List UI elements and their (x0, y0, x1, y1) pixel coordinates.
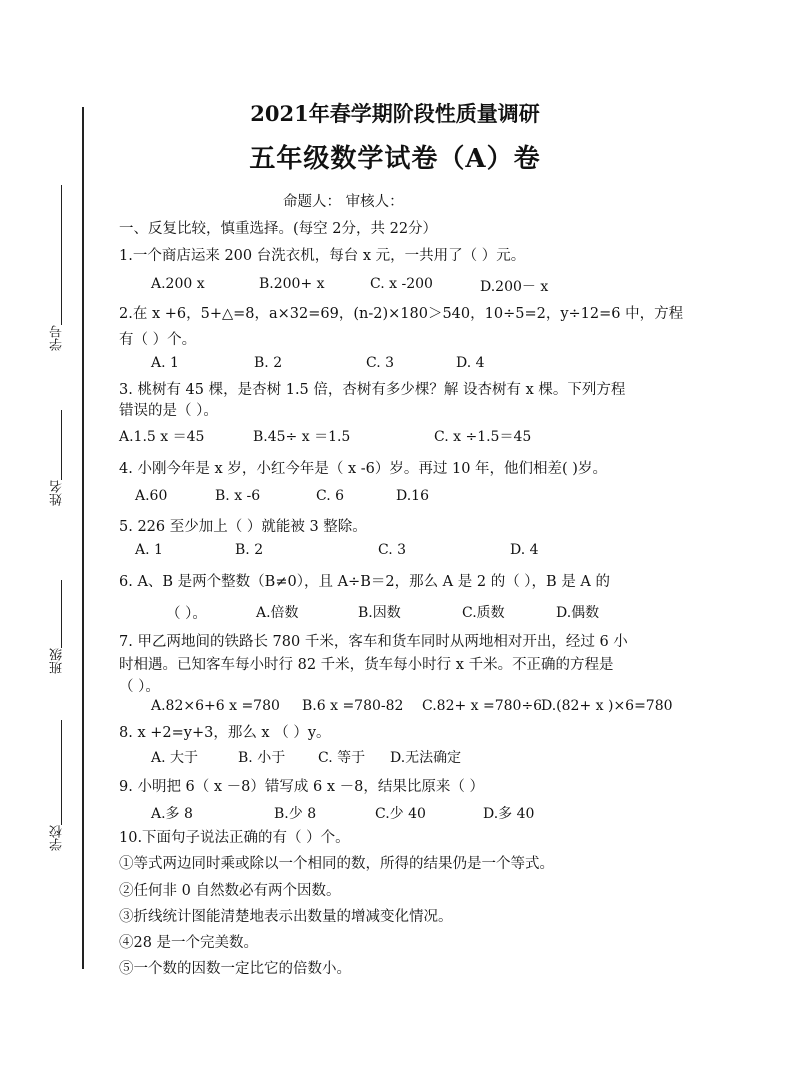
question-6-stem-1: 6. A、B 是两个整数（B≠0），且 A÷B＝2，那么 A 是 2 的（ ），B 是 A 的 (119, 574, 611, 590)
question-2-stem-2: 有（ ）个。 (119, 332, 197, 348)
q6-option-c: C.质数 (462, 605, 505, 621)
question-7-stem-2: 时相遇。已知客车每小时行 82 千米，货车每小时行 x 千米。不正确的方程是 (119, 657, 614, 673)
q4-option-b: B. x -6 (215, 488, 261, 504)
q3-option-a: A.1.5 x ＝45 (119, 429, 205, 445)
q10-statement-5: ⑤一个数的因数一定比它的倍数小。 (119, 961, 351, 977)
q1-option-a: A.200 x (151, 276, 205, 292)
q10-statement-4: ④28 是一个完美数。 (119, 935, 259, 951)
binding-line (82, 107, 84, 969)
school-blank (61, 720, 62, 825)
q9-option-b: B.少 8 (274, 806, 317, 822)
question-7-stem-3: （ ）。 (119, 679, 160, 695)
question-1-stem: 1.一个商店运来 200 台洗衣机，每台 x 元，一共用了（ ）元。 (119, 248, 526, 264)
school-field (48, 720, 76, 860)
student-no-field (48, 185, 76, 365)
q9-option-c: C.少 40 (375, 806, 426, 822)
q5-option-a: A. 1 (135, 542, 163, 558)
name-label: 姓名 (50, 480, 65, 506)
q7-option-b: B.6 x =780-82 (302, 698, 404, 714)
question-3-stem-1: 3. 桃树有 45 棵，是杏树 1.5 倍，杏树有多少棵？解 设杏树有 x 棵。下列方程 (119, 382, 626, 398)
name-blank (61, 410, 62, 480)
q2-option-d: D. 4 (456, 355, 485, 371)
class-blank (61, 580, 62, 648)
q9-option-a: A.多 8 (151, 806, 193, 822)
q3-option-b: B.45÷ x ＝1.5 (253, 429, 351, 445)
q8-option-a: A. 大于 (151, 750, 199, 766)
exam-subtitle: 五年级数学试卷（A）卷 (249, 144, 541, 174)
student-no-blank (61, 185, 62, 325)
section-heading: 一、反复比较，慎重选择。(每空 2分，共 22分） (119, 221, 438, 237)
question-2-stem-1: 2.在 x +6，5+△=8，a×32=69，(n-2)×180＞540，10÷5=2，y÷12=6 中，方程 (119, 306, 684, 322)
q6-option-b: B.因数 (358, 605, 401, 621)
student-no-label: 学号 (50, 325, 65, 351)
q1-option-d: D.200－ x (480, 279, 549, 295)
q4-option-c: C. 6 (316, 488, 345, 504)
class-label: 班级 (50, 648, 65, 674)
q7-option-a: A.82×6+6 x =780 (151, 698, 280, 714)
q8-option-d: D.无法确定 (390, 750, 462, 766)
question-4-stem: 4. 小刚今年是 x 岁，小红今年是（ x -6）岁。再过 10 年，他们相差( )岁。 (119, 461, 607, 477)
q2-option-a: A. 1 (151, 355, 179, 371)
authors-line: 命题人： 审核人： (283, 194, 404, 210)
q5-option-c: C. 3 (378, 542, 407, 558)
question-5-stem: 5. 226 至少加上（ ）就能被 3 整除。 (119, 519, 367, 535)
name-field (48, 410, 76, 515)
q1-option-c: C. x -200 (370, 276, 433, 292)
q9-option-d: D.多 40 (483, 806, 535, 822)
question-8-stem: 8. x +2=y+3，那么 x （ ）y。 (119, 725, 331, 741)
q3-option-c: C. x ÷1.5＝45 (434, 429, 532, 445)
q1-option-b: B.200+ x (259, 276, 325, 292)
q4-option-a: A.60 (135, 488, 168, 504)
q8-option-b: B. 小于 (238, 750, 286, 766)
q2-option-c: C. 3 (366, 355, 395, 371)
q5-option-b: B. 2 (235, 542, 264, 558)
question-7-stem-1: 7. 甲乙两地间的铁路长 780 千米，客车和货车同时从两地相对开出，经过 6 小 (119, 634, 628, 650)
q5-option-d: D. 4 (510, 542, 539, 558)
q6-option-a: A.倍数 (256, 605, 299, 621)
school-label: 学校 (50, 825, 65, 851)
q8-option-c: C. 等于 (318, 750, 366, 766)
question-9-stem: 9. 小明把 6（ x －8）错写成 6 x －8，结果比原来（ ） (119, 779, 484, 795)
q7-option-c: C.82+ x =780÷6 (422, 698, 543, 714)
question-10-stem: 10.下面句子说法正确的有（ ）个。 (119, 830, 350, 846)
q4-option-d: D.16 (396, 488, 429, 504)
question-3-stem-2: 错误的是（ ）。 (119, 403, 218, 419)
q10-statement-3: ③折线统计图能清楚地表示出数量的增减变化情况。 (119, 909, 453, 925)
q10-statement-1: ①等式两边同时乘或除以一个相同的数，所得的结果仍是一个等式。 (119, 856, 554, 872)
question-6-stem-2: （ ）。 (166, 606, 207, 622)
exam-title: 2021年春学期阶段性质量调研 (250, 101, 540, 126)
q6-option-d: D.偶数 (556, 605, 600, 621)
class-field (48, 580, 76, 685)
q10-statement-2: ②任何非 0 自然数必有两个因数。 (119, 883, 341, 899)
q7-option-d: D.(82+ x )×6=780 (541, 698, 673, 714)
q2-option-b: B. 2 (254, 355, 283, 371)
